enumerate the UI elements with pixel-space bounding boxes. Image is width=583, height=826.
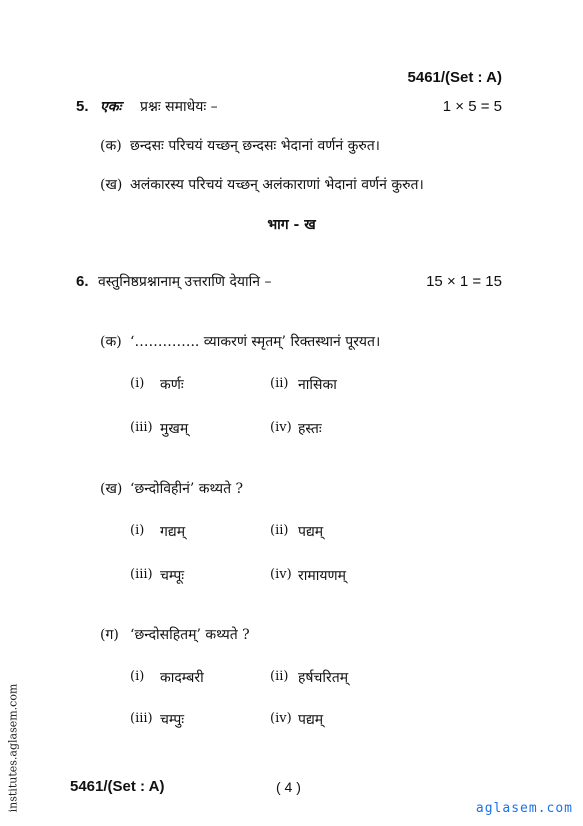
side-url-text-wrapper bbox=[6, 683, 20, 813]
page-number: ( 4 ) bbox=[276, 779, 301, 795]
sub-question-text: ‘छन्दोसहितम्’ कथ्यते ? bbox=[130, 627, 250, 643]
sub-question-label: (क) bbox=[100, 334, 122, 350]
choice-text: हर्षचरितम् bbox=[298, 670, 349, 686]
choice-text: हस्तः bbox=[298, 421, 322, 437]
option-label: (ख) bbox=[100, 177, 123, 193]
option-label: (क) bbox=[100, 138, 122, 154]
choice-text: चम्पुः bbox=[160, 712, 185, 728]
section-title: भाग - ख bbox=[267, 217, 316, 233]
sub-question-text: ‘छन्दोविहीनं’ कथ्यते ? bbox=[130, 481, 244, 497]
choice-text: कादम्बरी bbox=[160, 670, 204, 686]
choice-number: (iii) bbox=[130, 567, 153, 582]
choice-number: (ii) bbox=[270, 376, 289, 391]
choice-number: (i) bbox=[130, 669, 145, 684]
sub-question-label: (ग) bbox=[100, 627, 119, 643]
question-number: 6. bbox=[76, 273, 89, 290]
choice-text: चम्पूः bbox=[160, 568, 185, 584]
question-heading: एकः bbox=[100, 99, 122, 115]
choice-text: नासिका bbox=[298, 377, 337, 393]
watermark: aglasem.com bbox=[475, 801, 573, 816]
question-prompt: वस्तुनिष्ठप्रश्नानाम् उत्तराणि देयानि – bbox=[98, 274, 272, 290]
question-marks: 15 × 1 = 15 bbox=[426, 273, 502, 290]
question-prompt: प्रश्नः समाधेयः – bbox=[140, 99, 218, 115]
question-marks: 1 × 5 = 5 bbox=[442, 98, 502, 115]
choice-text: गद्यम् bbox=[160, 524, 186, 540]
option-text: छन्दसः परिचयं यच्छन् छन्दसः भेदानां वर्णनं कुरुत। bbox=[130, 138, 380, 154]
choice-number: (iv) bbox=[270, 711, 292, 726]
choice-text: पद्यम् bbox=[298, 712, 324, 728]
choice-number: (iv) bbox=[270, 567, 292, 582]
sub-question-label: (ख) bbox=[100, 481, 123, 497]
choice-number: (i) bbox=[130, 376, 145, 391]
choice-text: मुखम् bbox=[160, 421, 189, 437]
choice-text: रामायणम् bbox=[298, 568, 346, 584]
side-url-text: institutes.aglasem.com bbox=[6, 683, 20, 813]
choice-number: (ii) bbox=[270, 669, 289, 684]
choice-number: (iii) bbox=[130, 420, 153, 435]
choice-number: (i) bbox=[130, 523, 145, 538]
option-text: अलंकारस्य परिचयं यच्छन् अलंकाराणां भेदानां वर्णनं कुरुत। bbox=[130, 177, 424, 193]
paper-code-footer: 5461/(Set : A) bbox=[70, 778, 165, 795]
choice-number: (iv) bbox=[270, 420, 292, 435]
paper-code-header: 5461/(Set : A) bbox=[407, 69, 502, 86]
choice-number: (ii) bbox=[270, 523, 289, 538]
choice-text: कर्णः bbox=[160, 377, 184, 393]
choice-text: पद्यम् bbox=[298, 524, 324, 540]
sub-question-text: ‘………….. व्याकरणं स्मृतम्’ रिक्तस्थानं पूरयत। bbox=[130, 334, 381, 350]
choice-number: (iii) bbox=[130, 711, 153, 726]
question-number: 5. bbox=[76, 98, 89, 115]
